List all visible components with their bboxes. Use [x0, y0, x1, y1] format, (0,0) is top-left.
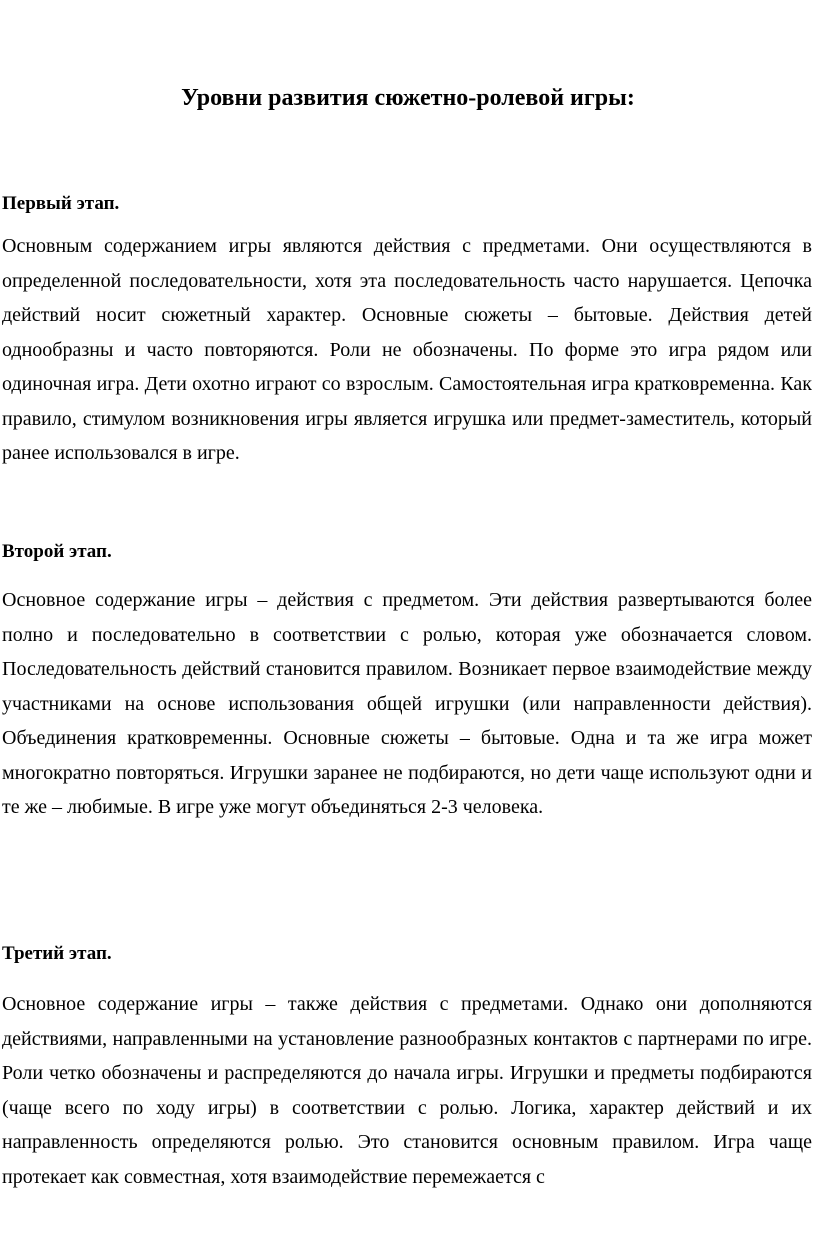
- section-text-stage-3: Основное содержание игры – также действия с предметами. Однако они дополняются действиями, направленными на установление разнообразных контактов с партнерами по игре. Роли четко обозначены и распределяются до начала игры. Игрушки и предметы подбираются (чаще всего по ходу игры) в соответствии с ролью. Логика, характер действий и их направленность определяются ролью. Это становится основным правилом. Игра чаще протекает как совместная, хотя взаимодействие перемежается с: [2, 993, 812, 1188]
- section-heading-stage-1: Первый этап.: [2, 193, 120, 214]
- document-title: Уровни развития сюжетно-ролевой игры:: [181, 85, 635, 111]
- section-text-stage-1: Основным содержанием игры являются действия с предметами. Они осуществляются в определенной последовательности, хотя эта последовательность часто нарушается. Цепочка действий носит сюжетный характер. Основные сюжеты – бытовые. Действия детей однообразны и часто повторяются. Роли не обозначены. По форме это игра рядом или одиночная игра. Дети охотно играют со взрослым. Самостоятельная игра кратковременна. Как правило, стимулом возникновения игры является игрушка или предмет-заместитель, который ранее использовался в игре.: [2, 235, 812, 464]
- section-heading-stage-2: Второй этап.: [2, 541, 112, 562]
- section-text-stage-2: Основное содержание игры – действия с предметом. Эти действия развертываются более полно и последовательно в соответствии с ролью, которая уже обозначается словом. Последовательность действий становится правилом. Возникает первое взаимодействие между участниками на основе использования общей игрушки (или направленности действия). Объединения кратковременны. Основные сюжеты – бытовые. Одна и та же игра может многократно повторяться. Игрушки заранее не подбираются, но дети чаще используют одни и те же – любимые. В игре уже могут объединяться 2-3 человека.: [2, 589, 812, 818]
- section-heading-stage-3: Третий этап.: [2, 943, 112, 964]
